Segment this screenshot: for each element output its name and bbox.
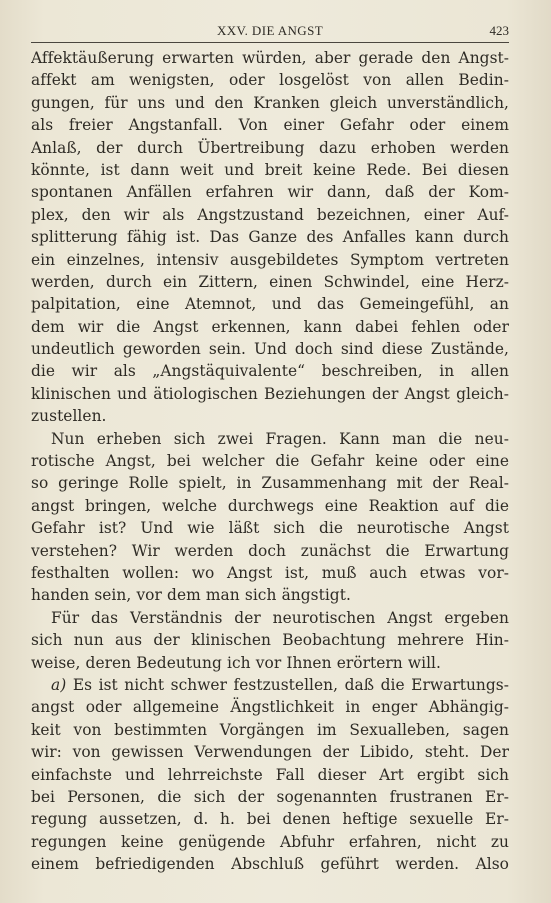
list-label: a)	[51, 675, 67, 694]
line-text: bei Personen, die sich der sogenannten frustranen Er-	[31, 787, 509, 806]
text-line	[31, 517, 509, 539]
text-line	[31, 137, 509, 159]
text-line	[31, 249, 509, 271]
text-line	[31, 338, 509, 360]
text-line	[31, 47, 509, 69]
line-text: rotische Angst, bei welcher die Gefahr keine oder eine	[31, 452, 509, 471]
line-text: als freier Angstanfall. Von einer Gefahr oder einem	[31, 116, 509, 135]
text-line	[31, 181, 509, 203]
line-text: splitterung fähig ist. Das Ganze des Anfalles kann durch	[31, 228, 509, 247]
text-line	[31, 853, 509, 875]
line-text: könnte, ist dann weit und breit keine Rede. Bei diesen	[31, 160, 509, 179]
line-text: wir: von gewissen Verwendungen der Libido, steht. Der	[31, 743, 509, 762]
line-text: regung aussetzen, d. h. bei denen heftige sexuelle Er-	[31, 810, 509, 829]
line-text: palpitation, eine Atemnot, und das Gemeingefühl, an	[31, 295, 509, 314]
line-text: festhalten wollen: wo Angst ist, muß auch etwas vor-	[31, 563, 509, 582]
line-text: Anlaß, der durch Übertreibung dazu erhoben werden	[31, 138, 509, 157]
text-line	[31, 786, 509, 808]
line-text: klinischen und ätiologischen Beziehungen der Angst gleich-	[31, 384, 509, 403]
text-line	[31, 562, 509, 584]
text-line	[31, 495, 509, 517]
text-line	[31, 360, 509, 382]
text-line	[31, 764, 509, 786]
line-text: sich nun aus der klinischen Beobachtung mehrere Hin-	[31, 631, 509, 650]
text-line	[31, 629, 509, 651]
line-text: werden, durch ein Zittern, einen Schwindel, eine Herz-	[31, 272, 509, 291]
line-text: ein einzelnes, intensiv ausgebildetes Symptom vertreten	[31, 250, 509, 269]
text-line	[31, 69, 509, 91]
text-line	[31, 607, 509, 629]
text-line	[31, 719, 509, 741]
text-line	[31, 92, 509, 114]
line-text: angst bringen, welche durchwegs eine Reaktion auf die	[31, 496, 509, 515]
text-line	[31, 674, 509, 696]
text-line	[31, 831, 509, 853]
line-text: regungen keine genügende Abfuhr erfahren, nicht zu	[31, 832, 509, 851]
text-line	[31, 293, 509, 315]
line-text: einfachste und lehrreichste Fall dieser Art ergibt sich	[31, 765, 509, 784]
text-line	[31, 405, 509, 427]
body-text	[31, 47, 509, 875]
text-line	[31, 472, 509, 494]
text-line	[31, 204, 509, 226]
line-text: verstehen? Wir werden doch zunächst die Erwartung	[31, 541, 509, 560]
text-line	[31, 159, 509, 181]
text-line	[31, 271, 509, 293]
text-line	[31, 808, 509, 830]
line-text: undeutlich geworden sein. Und doch sind diese Zustände,	[31, 340, 509, 359]
line-text: gungen, für uns und den Kranken gleich unverständlich,	[31, 93, 509, 112]
line-text: plex, den wir als Angstzustand bezeichnen, einer Auf-	[31, 205, 509, 224]
chapter-title: XXV. DIE ANGST	[216, 23, 324, 38]
text-line	[31, 383, 509, 405]
line-text: so geringe Rolle spielt, in Zusammenhang mit der Real-	[31, 474, 509, 493]
line-text: zustellen.	[31, 407, 107, 426]
text-line	[31, 540, 509, 562]
line-text: Affektäußerung erwarten würden, aber gerade den Angst-	[31, 49, 509, 67]
text-line	[31, 696, 509, 718]
text-line	[31, 741, 509, 763]
text-line	[31, 450, 509, 472]
text-line	[31, 584, 509, 606]
text-line	[31, 226, 509, 248]
line-text: Gefahr ist? Und wie läßt sich die neurotische Angst	[31, 519, 509, 538]
line-text: angst oder allgemeine Ängstlichkeit in enger Abhängig-	[31, 698, 509, 717]
line-text: affekt am wenigsten, oder losgelöst von allen Bedin-	[31, 71, 509, 90]
line-text: die wir als „Angstäquivalente“ beschreiben, in allen	[31, 362, 509, 381]
line-text: einem befriedigenden Abschluß geführt werden. Also	[31, 855, 509, 874]
line-text: weise, deren Bedeutung ich vor Ihnen erörtern will.	[31, 653, 441, 672]
line-text: Es ist nicht schwer festzustellen, daß die Erwartungs-	[72, 675, 509, 694]
line-text: handen sein, vor dem man sich ängstigt.	[31, 586, 351, 605]
text-line	[31, 114, 509, 136]
text-line	[31, 428, 509, 450]
line-text: Für das Verständnis der neurotischen Angst ergeben	[51, 608, 509, 627]
text-line	[31, 316, 509, 338]
line-text: keit von bestimmten Vorgängen im Sexualleben, sagen	[31, 720, 509, 739]
line-text: dem wir die Angst erkennen, kann dabei fehlen oder	[31, 317, 509, 336]
line-text: Nun erheben sich zwei Fragen. Kann man die neu-	[51, 429, 509, 448]
running-header	[31, 18, 509, 43]
page-number: 423	[489, 23, 509, 38]
text-line	[31, 652, 509, 674]
line-text: spontanen Anfällen erfahren wir dann, daß der Kom-	[31, 183, 509, 202]
